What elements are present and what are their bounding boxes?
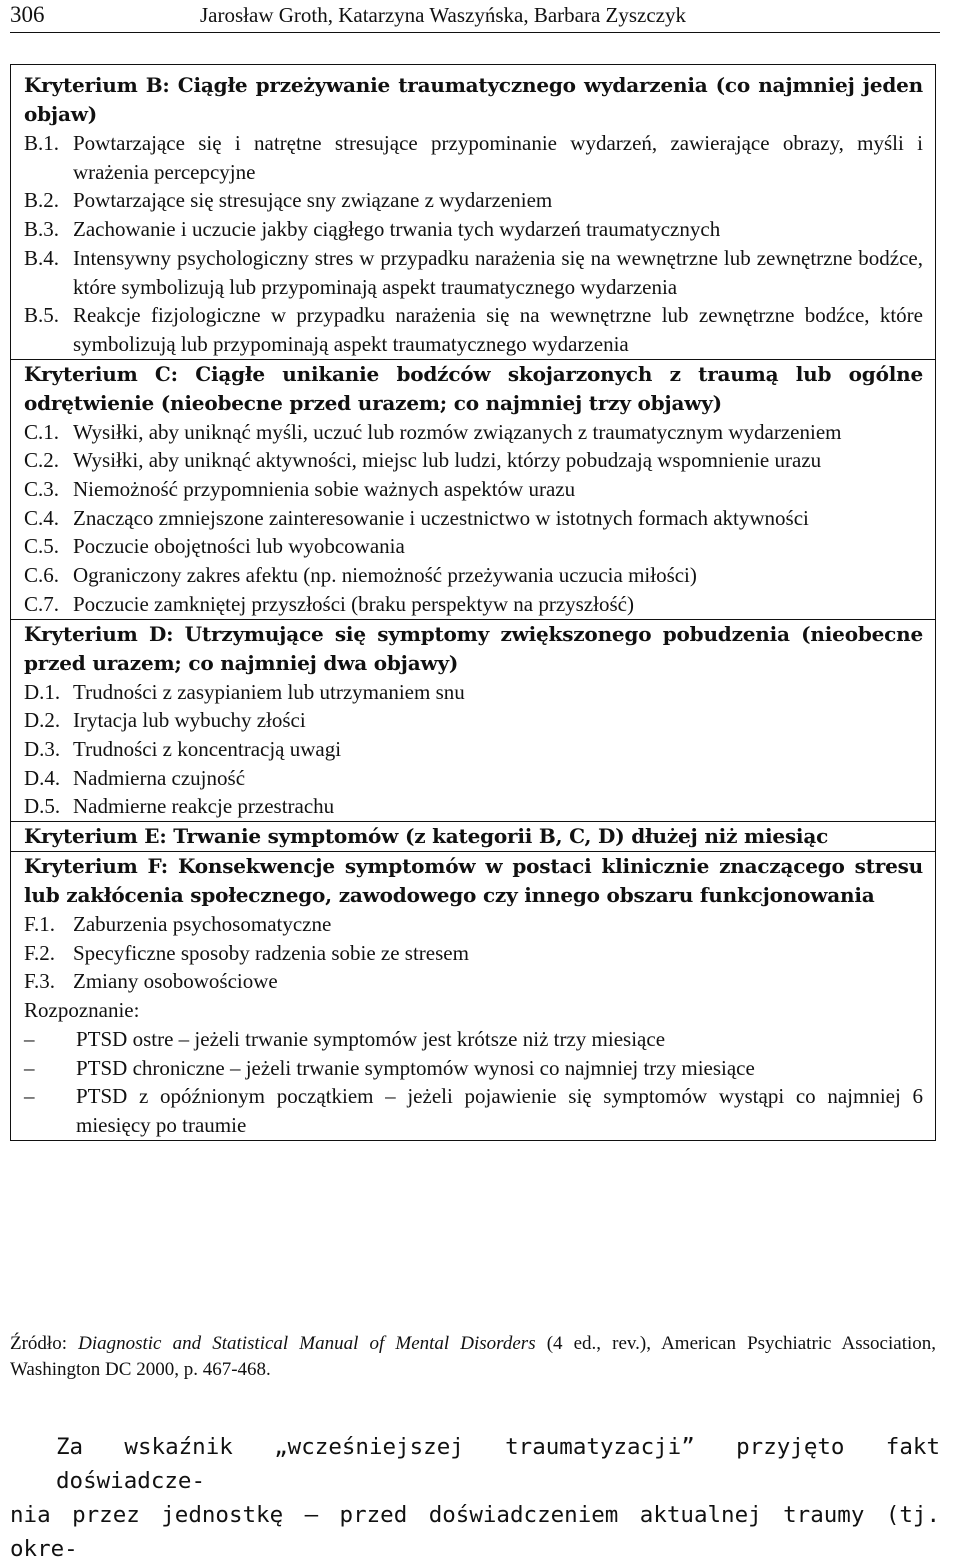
criterion-item: C.3. Niemożność przypomnienia sobie ważnych aspektów urazu bbox=[24, 477, 576, 502]
criterion-item: C.6. Ograniczony zakres afektu (np. niemożność przeżywania uczucia miłości) bbox=[24, 563, 697, 588]
page-header bbox=[10, 0, 940, 33]
criterion-item: D.3. Trudności z koncentracją uwagi bbox=[24, 736, 342, 761]
body-paragraph bbox=[10, 1430, 940, 1566]
criterion-b-title: Kryterium B: Ciągłe przeżywanie traumatycznego wydarzenia (co najmniej jeden objaw) bbox=[24, 73, 923, 126]
criterion-item: D.5. Nadmierne reakcje przestrachu bbox=[24, 794, 335, 819]
criteria-table bbox=[10, 64, 936, 1141]
diagnosis-label: Rozpoznanie: bbox=[24, 998, 140, 1023]
criterion-item: B.4. Intensywny psychologiczny stres w przypadku narażenia się na wewnętrzne lub zewnętrzne bodźce, które symbolizują lub przypominają aspekt traumatycznego wydarzenia bbox=[24, 245, 923, 299]
body-line: nia przez jednostkę – przed doświadczeniem aktualnej traumy (tj. okre- bbox=[10, 1502, 940, 1562]
source-title: Diagnostic and Statistical Manual of Mental Disorders bbox=[78, 1333, 536, 1354]
criterion-item: C.4. Znacząco zmniejszone zainteresowanie i uczestnictwo w istotnych formach aktywności bbox=[24, 505, 809, 530]
body-line: Za wskaźnik „wcześniejszej traumatyzacji” przyjęto fakt doświadcze- bbox=[56, 1434, 940, 1494]
criterion-c-title: Kryterium C: Ciągłe unikanie bodźców skojarzonych z traumą lub ogólne odrętwienie (nieobecne przed urazem; co najmniej trzy objawy) bbox=[24, 361, 923, 415]
criterion-item: B.2. Powtarzające się stresujące sny związane z wydarzeniem bbox=[24, 188, 553, 213]
criterion-item: C.2. Wysiłki, aby uniknąć aktywności, miejsc lub ludzi, którzy pobudzają wspomnienie urazu bbox=[24, 448, 822, 473]
running-head-authors: Jarosław Groth, Katarzyna Waszyńska, Barbara Zyszczyk bbox=[200, 3, 686, 27]
criterion-item: C.5. Poczucie obojętności lub wyobcowania bbox=[24, 534, 405, 559]
criterion-e-section bbox=[11, 821, 935, 851]
criterion-item: C.7. Poczucie zamkniętej przyszłości (braku perspektyw na przyszłość) bbox=[24, 591, 634, 616]
diagnosis-item: – PTSD chroniczne – jeżeli trwanie symptomów wynosi co najmniej trzy miesiące bbox=[24, 1055, 755, 1080]
diagnosis-item: – PTSD z opóźnionym początkiem – jeżeli pojawienie się symptomów wystąpi co najmniej 6 miesięcy po traumie bbox=[24, 1084, 923, 1137]
criterion-e-title: Kryterium E: Trwanie symptomów (z kategorii B, C, D) dłużej niż miesiąc bbox=[24, 824, 829, 849]
criterion-item: C.1. Wysiłki, aby uniknąć myśli, uczuć lub rozmów związanych z traumatycznym wydarzeniem bbox=[24, 419, 842, 444]
criterion-c-section bbox=[11, 359, 935, 619]
criterion-item: B.3. Zachowanie i uczucie jakby ciągłego trwania tych wydarzeń traumatycznych bbox=[24, 217, 721, 242]
source-details: (4 ed., rev.), American Psychiatric Association, Washington DC 2000, p. 467-468. bbox=[10, 1333, 937, 1380]
criterion-item: B.5. Reakcje fizjologiczne w przypadku narażenia się na wewnętrzne lub zewnętrzne bodźce, które symbolizują lub przypominają aspekt traumatycznego wydarzenia bbox=[24, 303, 923, 356]
criterion-item: D.4. Nadmierna czujność bbox=[24, 765, 246, 790]
criterion-b-section bbox=[11, 65, 935, 359]
criterion-item: D.1. Trudności z zasypianiem lub utrzymaniem snu bbox=[24, 679, 465, 704]
criterion-f-title: Kryterium F: Konsekwencje symptomów w postaci klinicznie znaczącego stresu lub zakłócenia społecznego, zawodowego czy innego obszaru funkcjonowania bbox=[24, 854, 923, 908]
source-note bbox=[10, 1331, 936, 1383]
criterion-item: F.1. Zaburzenia psychosomatyczne bbox=[24, 912, 332, 937]
criterion-item: F.2. Specyficzne sposoby radzenia sobie ze stresem bbox=[24, 940, 469, 965]
source-label: Źródło: bbox=[10, 1333, 67, 1354]
criterion-d-title: Kryterium D: Utrzymujące się symptomy zwiększonego pobudzenia (nieobecne przed urazem; co najmniej dwa objawy) bbox=[24, 621, 923, 675]
criterion-f-section bbox=[11, 851, 935, 1140]
diagnosis-item: – PTSD ostre – jeżeli trwanie symptomów jest krótsze niż trzy miesiące bbox=[24, 1026, 666, 1051]
criterion-d-section bbox=[11, 619, 935, 822]
criterion-item: F.3. Zmiany osobowościowe bbox=[24, 969, 278, 994]
criterion-item: D.2. Irytacja lub wybuchy złości bbox=[24, 708, 306, 733]
criterion-item: B.1. Powtarzające się i natrętne stresujące przypominanie wydarzeń, zawierające obrazy, myśli i wrażenia percepcyjne bbox=[24, 131, 923, 184]
page-number: 306 bbox=[10, 2, 45, 27]
